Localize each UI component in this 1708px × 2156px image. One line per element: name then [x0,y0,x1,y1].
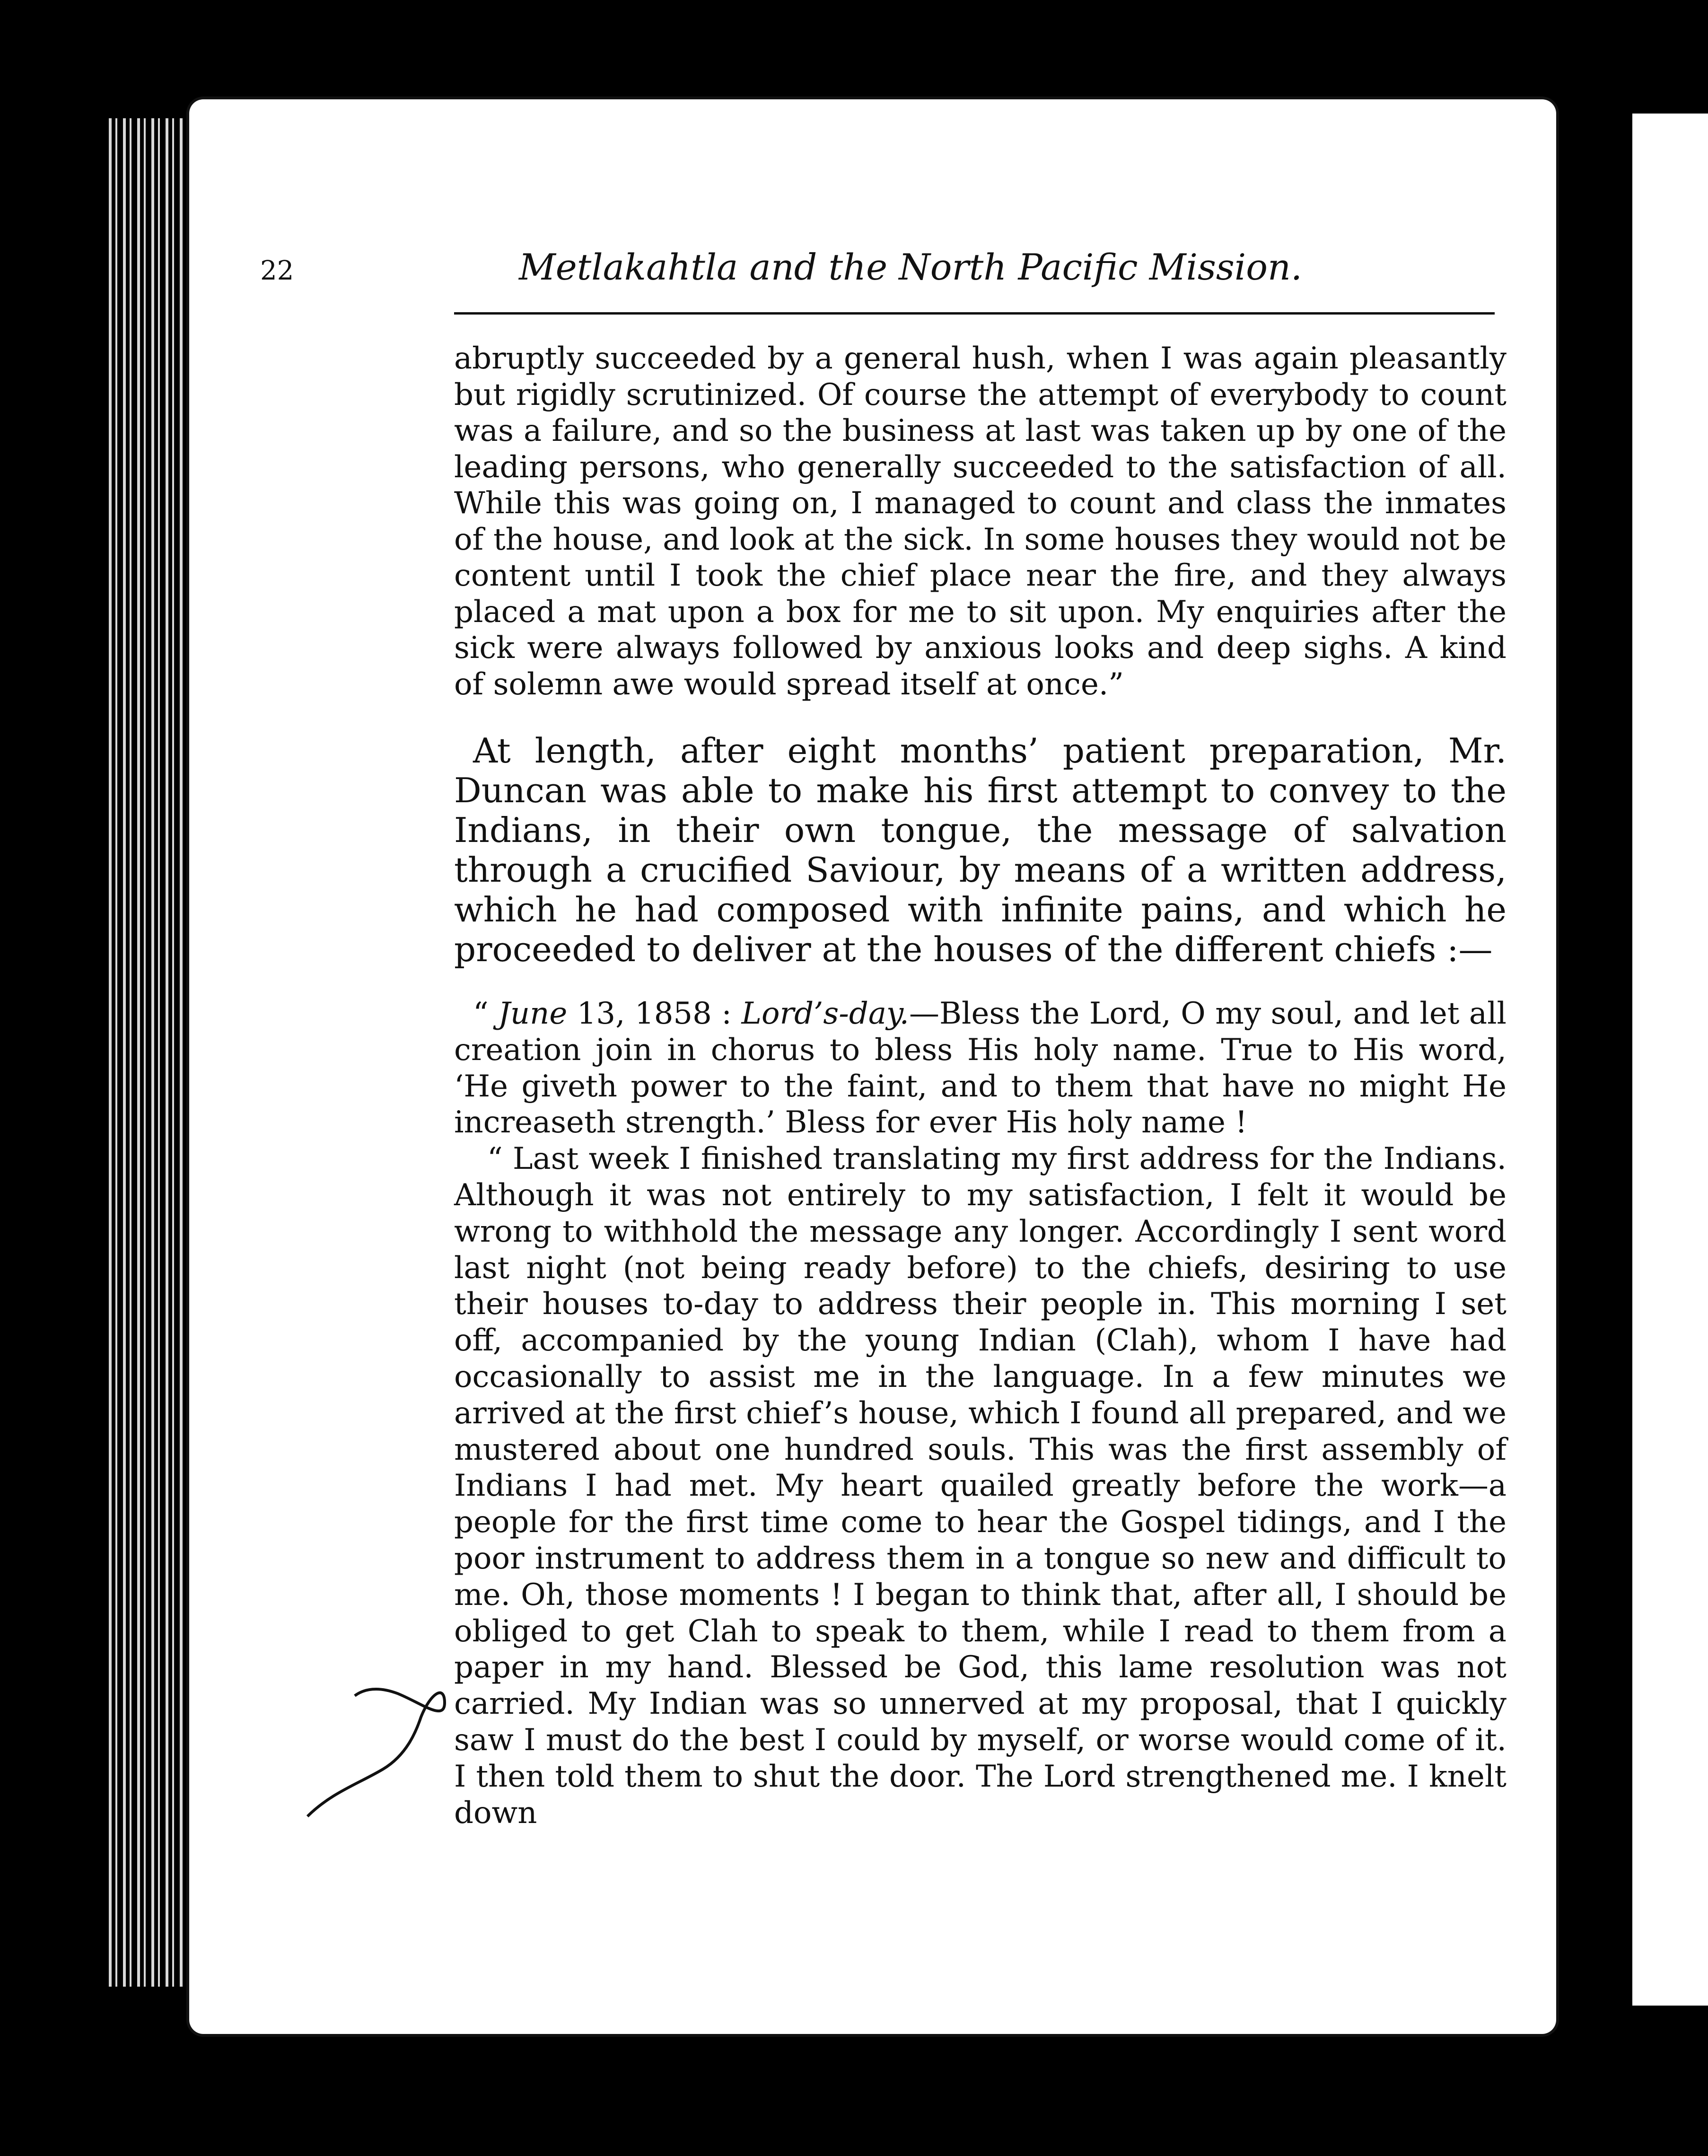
pen-mark [303,1674,459,1826]
book-binding-edge [109,118,189,1987]
paragraph: “ Last week I finished translating my first address for the Indians. Although it was not entirely to my satisfaction, I felt it would be wrong to withhold the message any longer. Accordingly I sent word last night (not being ready before) to the chiefs, desiring to use their houses to-day to address their people in. This morning I set off, accompanied by the young Indian (Clah), whom I have had occasionally to assist me in the language. In a few minutes we arrived at the first chief’s house, which I found all prepared, and we mustered about one hundred souls. This was the first assembly of Indians I had met. My heart quailed greatly before the work—a people for the first time come to hear the Gospel tidings, and I the poor instrument to address them in a tongue so new and difficult to me. Oh, those moments ! I began to think that, after all, I should be obliged to get Clah to speak to them, while I read to them from a paper in my hand. Blessed be God, this lame resolution was not carried. My Indian was so unnerved at my proposal, that I quickly saw I must do the best I could by myself, or worse would come of it. I then told them to shut the door. The Lord strengthened me. I knelt down [454,1141,1507,1831]
entry-date: 13, 1858 : [567,996,742,1031]
journal-entry-opening [454,996,1507,1141]
entry-text: —Bless the Lord, O my soul, and let all creation join in chorus to bless His holy name. True to His word, ‘He giveth power to the faint, and to them that have no might He increaseth strength.’ Bless for ever His holy name ! [454,996,1507,1140]
entry-day: Lord’s-day. [741,996,909,1031]
open-quote: “ [473,996,499,1031]
quoted-passage-continuation [454,341,1507,702]
narrative-paragraph [454,731,1507,969]
page-header [260,246,1471,293]
adjacent-page-edge [1632,114,1708,2006]
page-number: 22 [260,255,294,286]
entry-date-month: June [498,996,568,1031]
journal-entry [454,996,1507,1831]
header-rule [454,312,1495,315]
running-title: Metlakahtla and the North Pacific Mission. [518,246,1303,288]
paragraph: At length, after eight months’ patient preparation, Mr. Duncan was able to make his first attempt to convey to the Indians, in their own tongue, the message of salvation through a crucified Saviour, by means of a written address, which he had composed with infinite pains, and which he proceeded to deliver at the houses of the different chiefs :— [454,731,1507,969]
paragraph: abruptly succeeded by a general hush, when I was again pleasantly but rigidly scrutinized. Of course the attempt of everybody to count was a failure, and so the business at last was taken up by one of the leading persons, who generally succeeded to the satisfaction of all. While this was going on, I managed to count and class the inmates of the house, and look at the sick. In some houses they would not be content until I took the chief place near the fire, and they always placed a mat upon a box for me to sit upon. My enquiries after the sick were always followed by anxious looks and deep sighs. A kind of solemn awe would spread itself at once.” [454,341,1507,702]
